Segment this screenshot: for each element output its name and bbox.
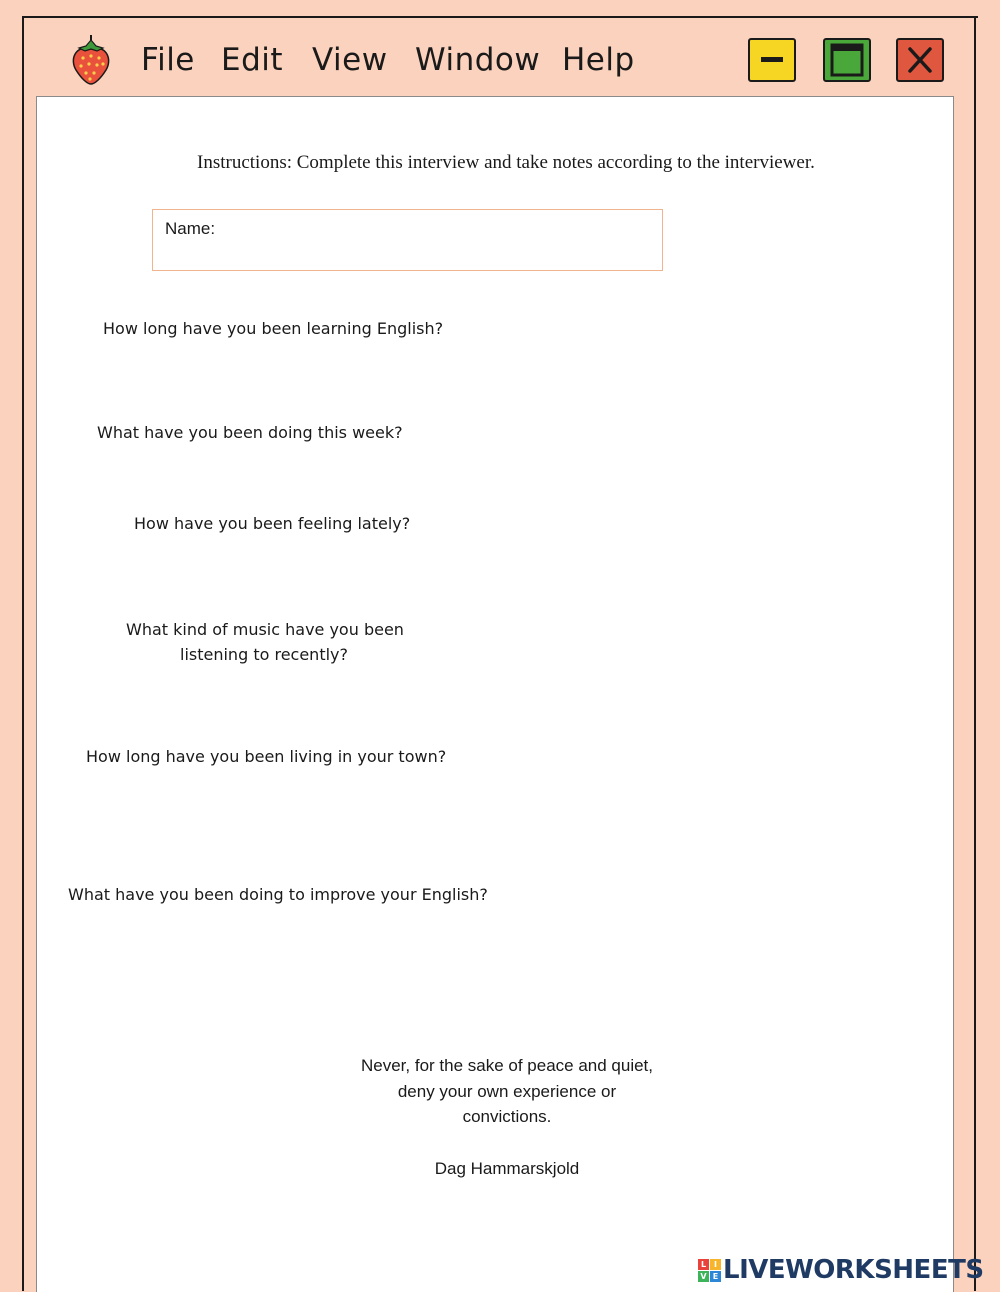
question-3: How have you been feeling lately? [134, 514, 411, 533]
maximize-button[interactable] [823, 38, 871, 82]
question-4-line-2: listening to recently? [180, 645, 348, 664]
menu-bar [24, 18, 974, 96]
menu-help[interactable]: Help [562, 42, 635, 78]
question-1: How long have you been learning English? [103, 319, 444, 338]
close-icon [898, 40, 942, 80]
question-5: How long have you been living in your town? [86, 747, 447, 766]
quote-line-1: Never, for the sake of peace and quiet, [360, 1056, 654, 1075]
question-4-line-1: What kind of music have you been [126, 620, 404, 639]
live-grid-icon [698, 1259, 721, 1282]
menu-file[interactable]: File [141, 42, 195, 78]
menu-view[interactable]: View [312, 42, 388, 78]
worksheet-page [36, 96, 954, 1292]
menu-window[interactable]: Window [415, 42, 541, 78]
quote-author: Dag Hammarskjold [434, 1159, 580, 1178]
quote-line-2: deny your own experience or [397, 1082, 617, 1101]
name-label: Name: [165, 219, 216, 238]
logo-letter-v: V [698, 1271, 709, 1282]
brand-text: LIVEWORKSHEETS [723, 1255, 984, 1285]
logo-letter-e: E [710, 1271, 721, 1282]
strawberry-icon [68, 34, 114, 86]
question-2: What have you been doing this week? [97, 423, 403, 442]
instructions-text: Instructions: Complete this interview and take notes according to the interviewer. [197, 152, 815, 173]
close-button[interactable] [896, 38, 944, 82]
question-6: What have you been doing to improve your English? [68, 885, 488, 904]
minimize-icon [750, 40, 794, 80]
logo-letter-l: L [698, 1259, 709, 1270]
logo-letter-i: I [710, 1259, 721, 1270]
frame-right [974, 16, 976, 1291]
liveworksheets-logo[interactable] [698, 1255, 984, 1285]
maximize-icon [825, 40, 869, 80]
quote-line-3: convictions. [462, 1107, 552, 1126]
frame-left [22, 16, 24, 1291]
menu-edit[interactable]: Edit [221, 42, 284, 78]
name-field[interactable] [152, 209, 663, 271]
minimize-button[interactable] [748, 38, 796, 82]
